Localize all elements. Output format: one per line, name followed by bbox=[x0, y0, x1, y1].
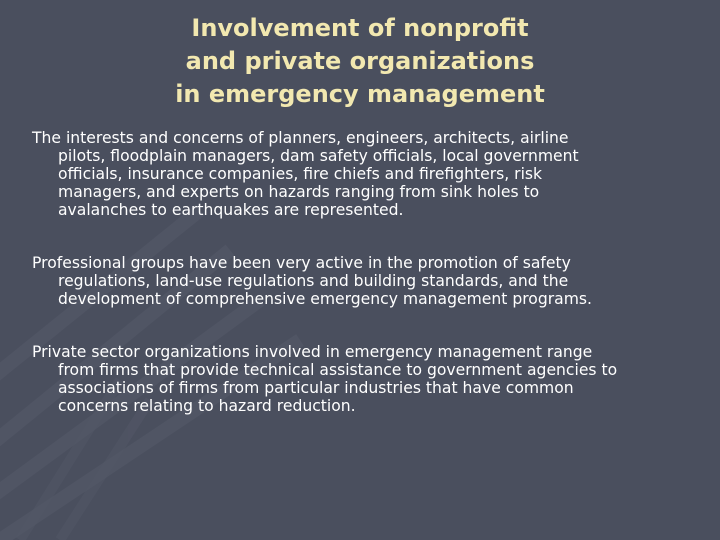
text-line: officials, insurance companies, fire chiefs and firefighters, risk bbox=[58, 165, 543, 183]
slide-body bbox=[32, 129, 712, 450]
text-line: Private sector organizations involved in emergency management range bbox=[32, 343, 593, 361]
paragraph-interests bbox=[32, 129, 712, 219]
text-line: avalanches to earthquakes are represented. bbox=[58, 201, 404, 219]
paragraph-private-sector bbox=[32, 343, 712, 415]
text-line: regulations, land-use regulations and building standards, and the bbox=[58, 272, 569, 290]
text-line: Professional groups have been very active in the promotion of safety bbox=[32, 254, 571, 272]
text-line: The interests and concerns of planners, engineers, architects, airline bbox=[32, 129, 569, 147]
text-line: associations of firms from particular industries that have common bbox=[58, 379, 574, 397]
paragraph-professional-groups bbox=[32, 254, 712, 308]
title-line: Involvement of nonprofit bbox=[191, 14, 529, 42]
slide-title bbox=[0, 12, 720, 111]
text-line: concerns relating to hazard reduction. bbox=[58, 397, 356, 415]
text-line: development of comprehensive emergency management programs. bbox=[58, 290, 592, 308]
title-line: in emergency management bbox=[175, 80, 545, 108]
text-line: pilots, floodplain managers, dam safety officials, local government bbox=[58, 147, 579, 165]
title-line: and private organizations bbox=[185, 47, 535, 75]
text-line: from firms that provide technical assistance to government agencies to bbox=[58, 361, 618, 379]
text-line: managers, and experts on hazards ranging from sink holes to bbox=[58, 183, 540, 201]
